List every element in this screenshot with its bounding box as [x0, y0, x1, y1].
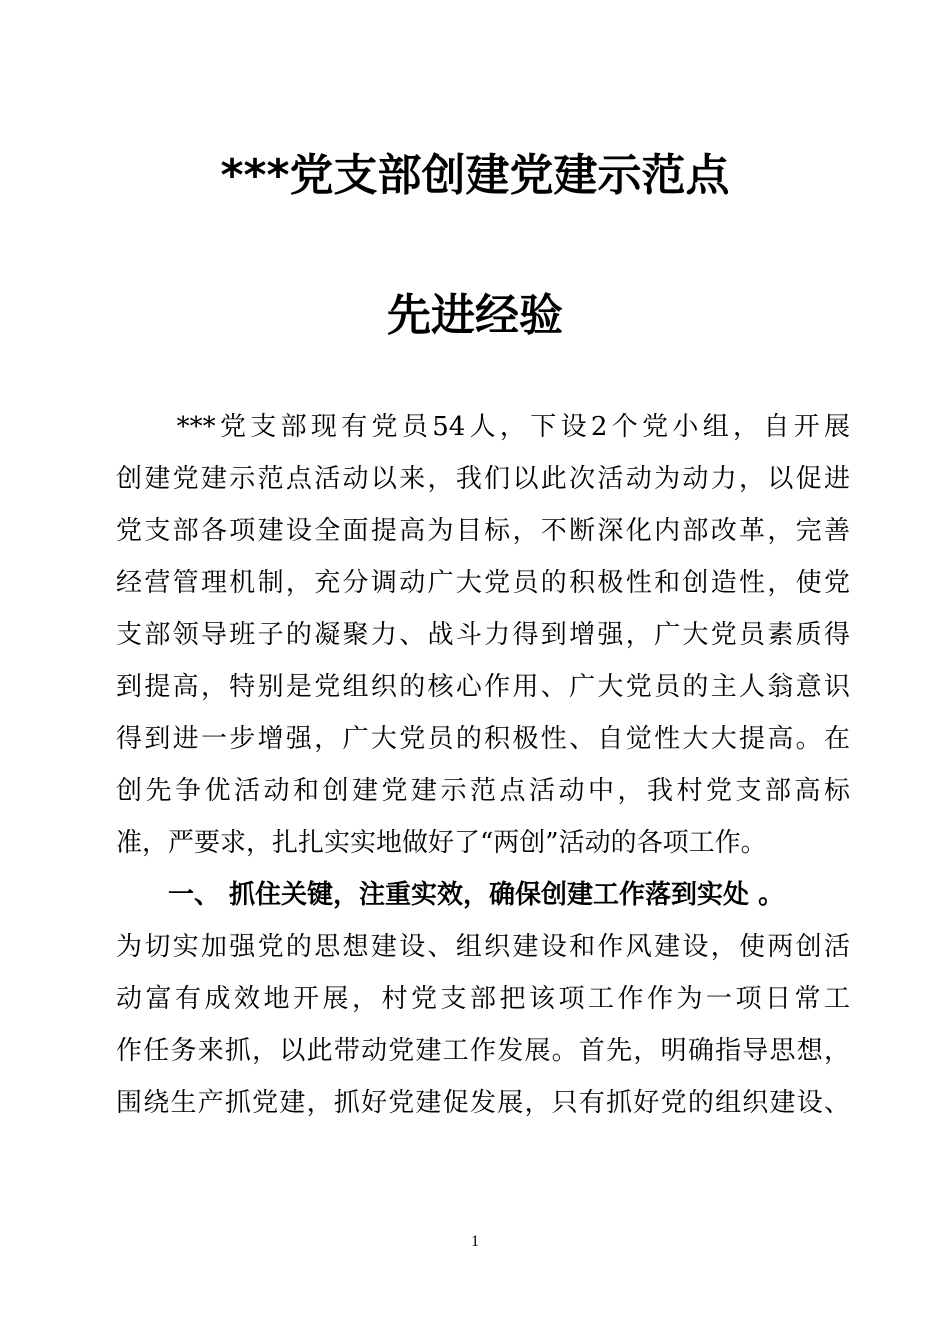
page-number: 1: [471, 1233, 479, 1250]
body-text: [116, 401, 850, 1129]
paragraph-1-line-7: 得到进一步增强，广大党员的积极性、自觉性大大提高。在: [116, 724, 850, 754]
paragraph-1-line-6: 到提高，特别是党组织的核心作用、广大党员的主人翁意识: [116, 672, 850, 702]
section-1-heading: 一、 抓住关键，注重实效，确保创建工作落到实处 。: [116, 880, 785, 910]
section-1-line-2: 动富有成效地开展，村党支部把该项工作作为一项日常工: [116, 984, 850, 1014]
document-title-line-2: 先进经验: [387, 290, 563, 341]
paragraph-1-line-8: 创先争优活动和创建党建示范点活动中，我村党支部高标: [116, 776, 850, 806]
paragraph-1-line-3: 党支部各项建设全面提高为目标，不断深化内部改革，完善: [116, 516, 850, 546]
document-title-line-1: ***党支部创建党建示范点: [220, 150, 730, 201]
paragraph-1-line-2: 创建党建示范点活动以来，我们以此次活动为动力，以促进: [116, 464, 850, 494]
section-1-line-1: 为切实加强党的思想建设、组织建设和作风建设，使两创活: [116, 932, 850, 962]
paragraph-1-line-9: 准，严要求，扎扎实实地做好了“两创”活动的各项工作。: [116, 828, 767, 858]
paragraph-1-line-1: ***党支部现有党员54人，下设2个党小组，自开展: [116, 412, 850, 442]
paragraph-1-line-5: 支部领导班子的凝聚力、战斗力得到增强，广大党员素质得: [116, 620, 850, 650]
section-1-line-4: 围绕生产抓党建，抓好党建促发展，只有抓好党的组织建设、: [116, 1088, 850, 1118]
paragraph-1-line-4: 经营管理机制，充分调动广大党员的积极性和创造性，使党: [116, 568, 850, 598]
section-1-line-3: 作任务来抓，以此带动党建工作发展。首先，明确指导思想，: [116, 1036, 850, 1066]
